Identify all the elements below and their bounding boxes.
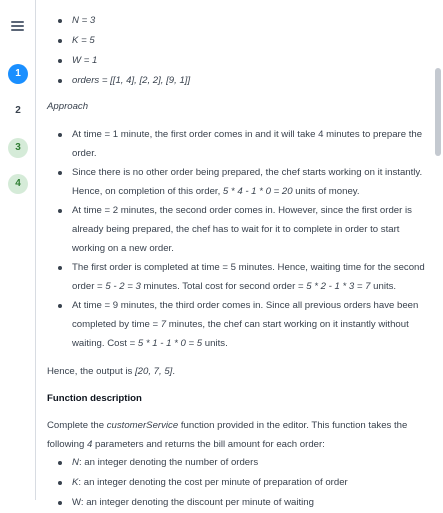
param-desc: W: an integer denoting the discount per minute of waiting [72, 497, 314, 508]
approach-step-2-end: units of money. [292, 186, 360, 197]
function-desc-text-3: parameters and returns the bill amount for each order: [92, 439, 325, 450]
formula: 5 - 2 = 3 [105, 281, 141, 292]
parameter-list [47, 453, 429, 513]
list-item: W = 1 [47, 51, 427, 71]
list-item: orders = [[1, 4], [2, 2], [9, 1]] [47, 71, 427, 91]
approach-step-4-mid: minutes. Total cost for second order = [140, 281, 307, 292]
function-desc-text: Complete the [47, 420, 107, 431]
list-item [47, 296, 429, 353]
formula: 7 [160, 319, 167, 330]
function-desc-text-2: function provided in the editor. This function takes the following [47, 420, 408, 450]
formula: 5 * 4 - 1 * 0 = 20 [222, 186, 293, 197]
list-item: K = 5 [47, 31, 427, 51]
scrollbar-thumb[interactable] [435, 68, 441, 156]
list-item [47, 473, 429, 493]
formula: 5 * 1 - 1 * 0 = 5 [137, 338, 203, 349]
list-item [47, 453, 429, 473]
question-nav-2[interactable]: 2 [15, 105, 21, 116]
approach-step-3: At time = 2 minutes, the second order comes in. However, since the first order is already being prepared, the chef has to wait for it to complete in order to start working on a new order. [72, 205, 412, 254]
approach-step-5: At time = 9 minutes, the third order comes in. Since all previous orders have been completed by time = [72, 300, 419, 330]
list-item [47, 201, 429, 258]
sample-input-list [47, 11, 427, 91]
list-item [47, 125, 429, 163]
list-item [47, 258, 429, 296]
approach-step-1: At time = 1 minute, the first order comes in and it will take 4 minutes to prepare the order. [72, 129, 423, 159]
approach-step-4: The first order is completed at time = 5 minutes. Hence, waiting time for the second order = [72, 262, 425, 292]
function-description-heading: Function description [47, 393, 142, 404]
approach-step-5-mid: minutes, the chef can start working on it instantly without waiting. Cost = [72, 319, 409, 349]
formula: 5 * 2 - 1 * 3 = 7 [306, 281, 371, 292]
problem-statement [47, 0, 431, 508]
question-nav-3[interactable]: 3 [8, 138, 28, 158]
question-nav-1[interactable]: 1 [8, 64, 28, 84]
list-item [47, 163, 429, 201]
approach-step-4-end: units. [370, 281, 397, 292]
param-name: N [72, 457, 79, 468]
function-name: customerService [106, 420, 179, 431]
list-item [47, 493, 429, 513]
param-name: K [72, 477, 79, 488]
list-item: N = 3 [47, 11, 427, 31]
param-desc: : an integer denoting the cost per minute of preparation of order [78, 477, 348, 488]
param-desc: : an integer denoting the number of orders [78, 457, 259, 468]
menu-icon[interactable] [11, 21, 24, 31]
approach-list [47, 125, 429, 353]
approach-step-2: Since there is no other order being prepared, the chef starts working on it instantly. Hence, on completion of this order, [72, 167, 423, 197]
output-end: . [172, 366, 176, 377]
approach-step-5-end: units. [202, 338, 228, 349]
function-description [47, 416, 427, 454]
question-nav-4[interactable]: 4 [8, 174, 28, 194]
output-value: [20, 7, 5] [135, 366, 173, 377]
param-count: 4 [87, 439, 93, 450]
output-line [47, 362, 175, 381]
question-nav-rail [0, 0, 36, 500]
output-text: Hence, the output is [47, 366, 135, 377]
approach-title: Approach [47, 101, 89, 112]
